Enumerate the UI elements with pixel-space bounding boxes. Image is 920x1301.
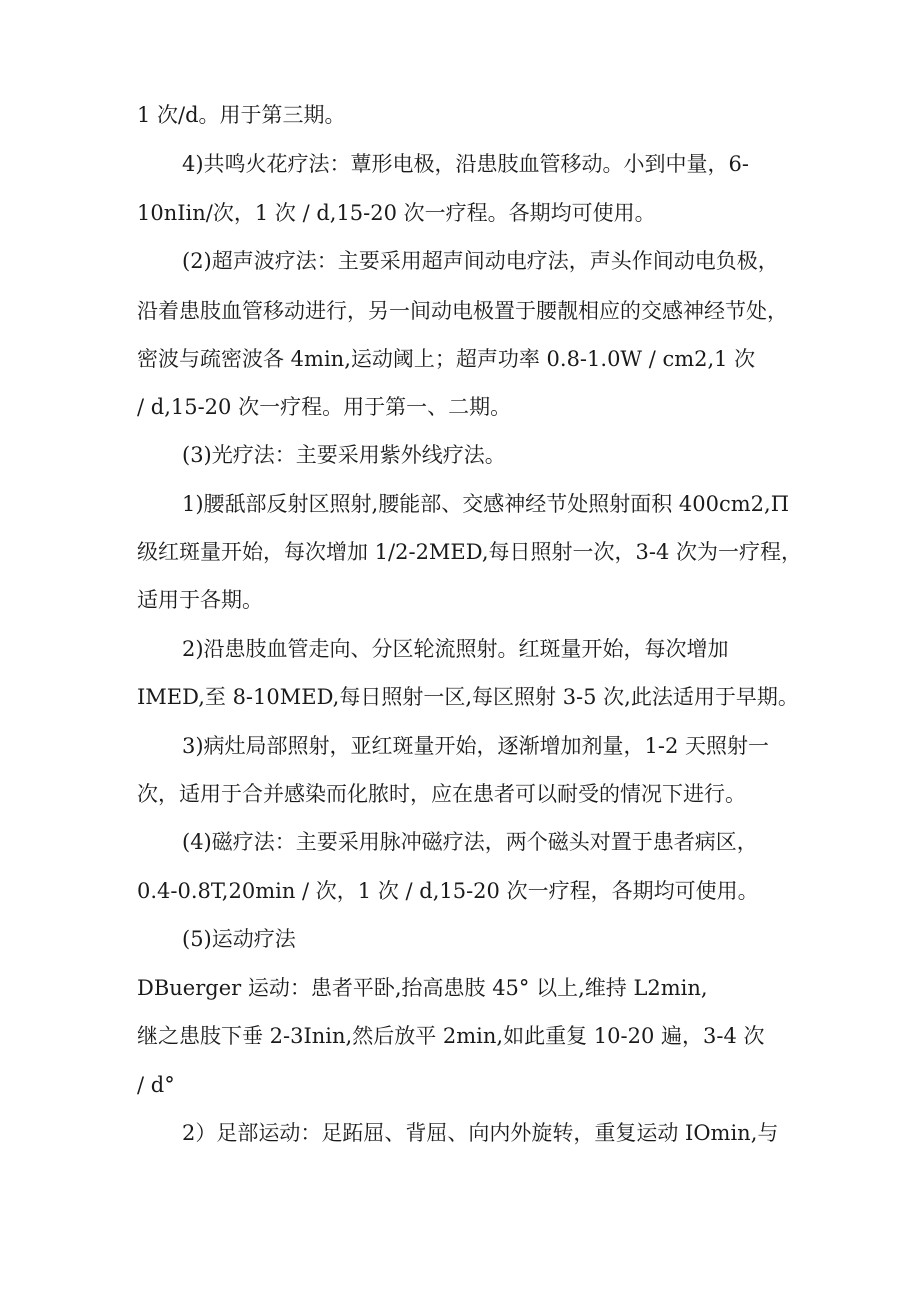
text-line: IMED,至 8-10MED,每日照射一区,每区照射 3-5 次,此法适用于早期。 bbox=[137, 685, 799, 709]
text-line: 2)沿患肢血管走向、分区轮流照射。红斑量开始，每次增加 bbox=[182, 637, 729, 661]
text-line: (4)磁疗法：主要采用脉冲磁疗法，两个磁头对置于患者病区， bbox=[182, 830, 758, 854]
text-line: 级红斑量开始，每次增加 1/2-2MED,每日照射一次，3-4 次为一疗程， bbox=[137, 540, 803, 564]
text-line: 密波与疏密波各 4min,运动阈上；超声功率 0.8-1.0W / cm2,1 次 bbox=[137, 347, 756, 371]
text-line: 次，适用于合并感染而化脓时，应在患者可以耐受的情况下进行。 bbox=[137, 782, 746, 806]
text-line: 适用于各期。 bbox=[137, 588, 263, 612]
text-line: / d,15-20 次一疗程。用于第一、二期。 bbox=[137, 395, 512, 419]
text-line: 1)腰舐部反射区照射,腰能部、交感神经节处照射面积 400cm2,Π bbox=[182, 492, 790, 516]
text-line: 2）足部运动：足跖屈、背屈、向内外旋转，重复运动 IOmin,与 bbox=[182, 1121, 779, 1145]
text-line: 沿着患肢血管移动进行，另一间动电极置于腰靓相应的交感神经节处， bbox=[137, 299, 788, 323]
text-line: 4)共鸣火花疗法：蕈形电极，沿患肢血管移动。小到中量，6- bbox=[182, 152, 750, 176]
text-line: 10nIin/次，1 次 / d,15-20 次一疗程。各期均可使用。 bbox=[137, 201, 656, 225]
text-line: (5)运动疗法 bbox=[182, 927, 296, 951]
text-line: 1 次/d。用于第三期。 bbox=[137, 103, 346, 127]
text-line: (3)光疗法：主要采用紫外线疗法。 bbox=[182, 443, 506, 467]
text-line: 0.4-0.8T,20min / 次，1 次 / d,15-20 次一疗程，各期均可使用。 bbox=[137, 879, 759, 903]
text-line: 继之患肢下垂 2-3Inin,然后放平 2min,如此重复 10-20 遍，3-4 次 bbox=[137, 1024, 765, 1048]
text-line: (2)超声波疗法：主要采用超声间动电疗法，声头作间动电负极， bbox=[182, 249, 779, 273]
text-line: DBuerger 运动：患者平卧,抬高患肢 45° 以上,维持 L2min, bbox=[137, 976, 708, 1000]
text-line: 3)病灶局部照射，亚红斑量开始，逐渐增加剂量，1-2 天照射一 bbox=[182, 734, 770, 758]
text-line: / d° bbox=[137, 1073, 175, 1097]
